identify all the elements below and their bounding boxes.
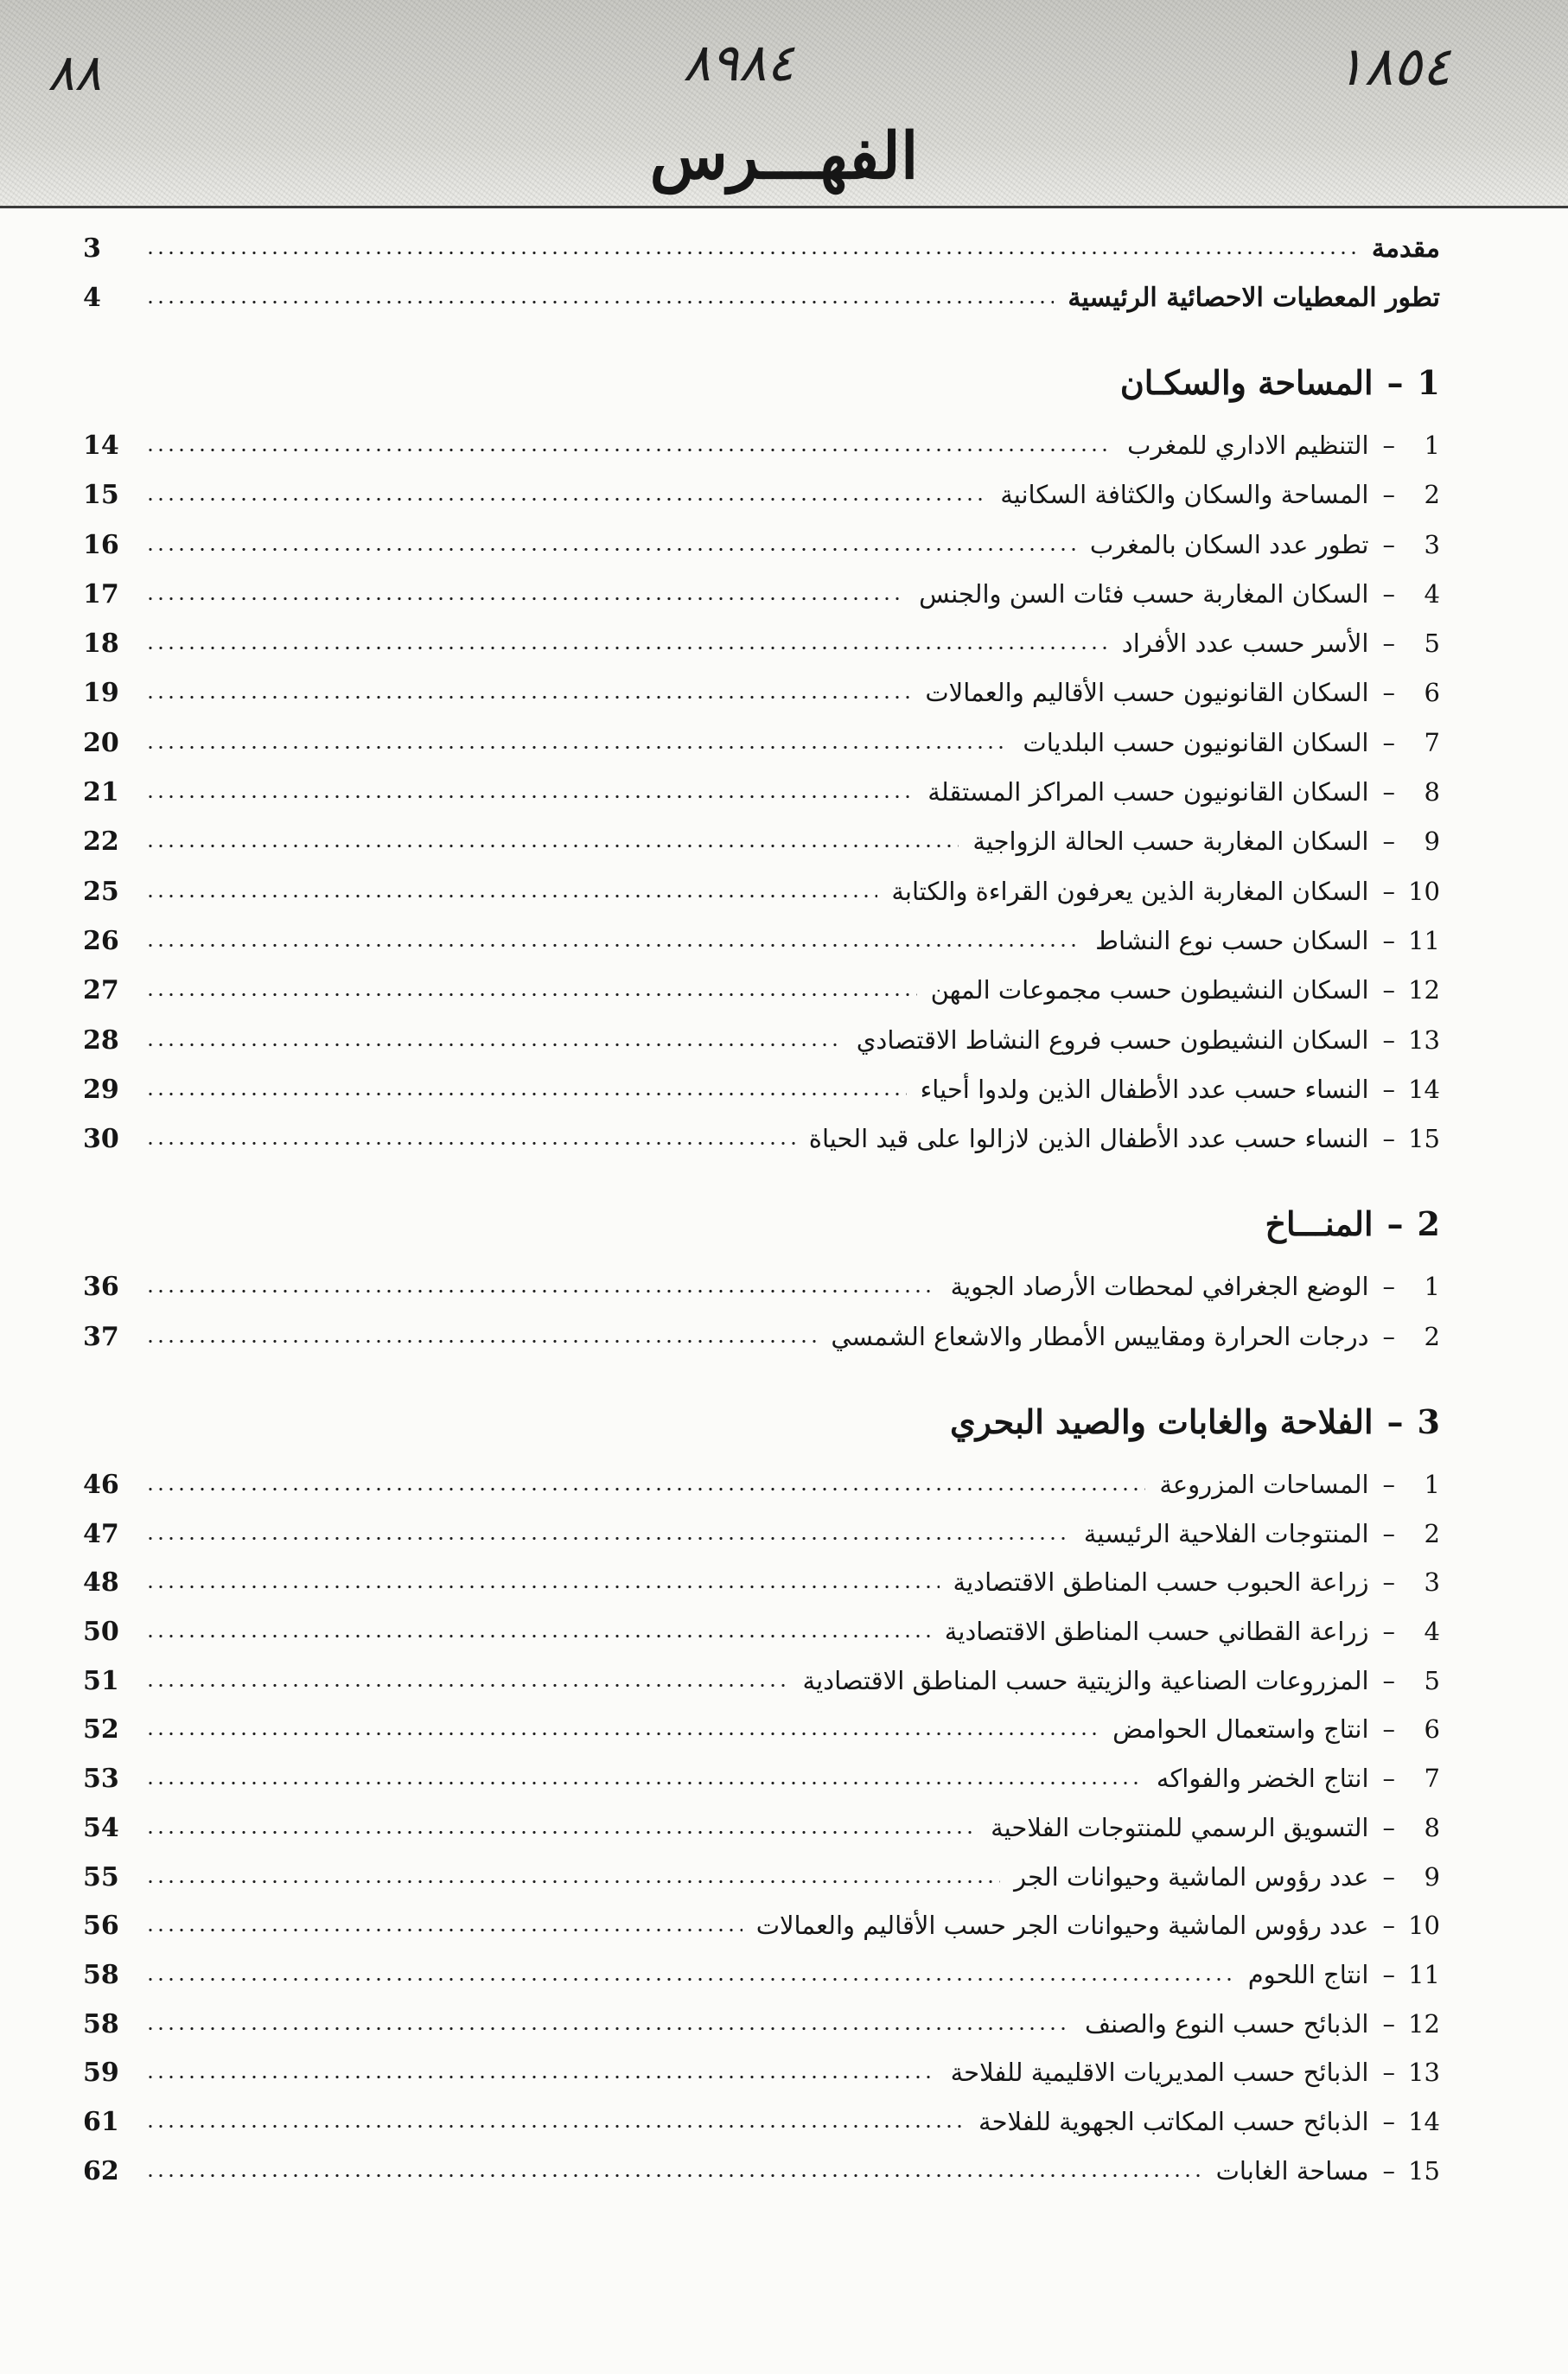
dot-leader	[145, 693, 911, 701]
item-number: 15	[1408, 2155, 1440, 2186]
page-number: 28	[83, 1024, 119, 1056]
dot-leader	[145, 991, 917, 999]
item-number: 12	[1408, 2008, 1440, 2039]
dot-leader	[145, 941, 1081, 949]
dot-leader	[145, 1926, 743, 1934]
dash: –	[1382, 1617, 1395, 1647]
page-number: 25	[83, 876, 119, 907]
section-title: المساحة والسكـان	[1119, 363, 1374, 402]
item-title: السكان المغاربة حسب فئات السن والجنس	[919, 578, 1369, 609]
dash: –	[1382, 629, 1395, 659]
dash: –	[1382, 1321, 1395, 1351]
list-item[interactable]	[83, 431, 1440, 480]
item-title: السكان النشيطون حسب فروع النشاط الاقتصادي	[856, 1024, 1369, 1055]
dot-leader	[145, 2172, 1202, 2179]
page-number: 3	[83, 233, 101, 264]
page-number: 37	[83, 1321, 119, 1352]
dot-leader	[145, 2025, 1071, 2033]
dash: –	[1382, 777, 1395, 807]
item-number: 7	[1424, 1764, 1440, 1794]
item-title: النساء حسب عدد الأطفال الذين ولدوا أحياء	[920, 1074, 1369, 1104]
page-number: 47	[83, 1518, 119, 1549]
page-number: 15	[83, 480, 119, 511]
dot-leader	[145, 298, 1054, 306]
item-number: 9	[1424, 1861, 1440, 1892]
dash: –	[1382, 578, 1395, 609]
item-title: زراعة الحبوب حسب المناطق الاقتصادية	[953, 1567, 1369, 1598]
list-item[interactable]	[83, 2107, 1440, 2156]
dot-leader	[145, 1682, 789, 1689]
dot-leader	[145, 1975, 1234, 1983]
dash: –	[1382, 1518, 1395, 1548]
dot-leader	[145, 2122, 965, 2130]
item-number: 6	[1424, 678, 1440, 708]
dot-leader	[145, 1287, 937, 1295]
dash: –	[1382, 2106, 1395, 2136]
handwritten-annotation-right: ١٨٥٤	[1335, 35, 1451, 98]
item-title: تطور عدد السكان بالمغرب	[1089, 529, 1369, 559]
item-title: الذبائح حسب النوع والصنف	[1085, 2008, 1369, 2039]
page-number: 4	[83, 283, 101, 313]
item-title: المساحة والسكان والكثافة السكانية	[1000, 480, 1369, 510]
item-title: السكان حسب نوع النشاط	[1095, 925, 1369, 955]
section-title: الفلاحة والغابات والصيد البحري	[949, 1402, 1374, 1442]
dot-leader	[145, 1041, 843, 1049]
toc-entry-title: تطور المعطيات الاحصائية الرئيسية	[1068, 283, 1440, 313]
dot-leader	[145, 249, 1358, 257]
list-item[interactable]	[83, 1519, 1440, 1568]
dash: –	[1382, 1074, 1395, 1104]
list-item[interactable]	[83, 1960, 1440, 2009]
dot-leader	[145, 842, 959, 850]
page-number: 14	[83, 431, 119, 461]
list-item[interactable]	[83, 877, 1440, 926]
dash: –	[1382, 480, 1395, 510]
dot-leader	[145, 1583, 940, 1591]
dash: –	[1382, 431, 1395, 460]
page-number: 51	[83, 1665, 119, 1696]
item-title: زراعة القطاني حسب المناطق الاقتصادية	[944, 1617, 1369, 1647]
dash: –	[1382, 1665, 1395, 1695]
dot-leader	[145, 1485, 1145, 1493]
toc-entry-statistics-evolution[interactable]	[83, 283, 1440, 332]
item-number: 10	[1408, 1911, 1440, 1941]
item-title: النساء حسب عدد الأطفال الذين لازالوا على قيد الحياة	[808, 1124, 1369, 1154]
list-item[interactable]	[83, 1862, 1440, 1911]
item-number: 9	[1424, 826, 1440, 857]
list-item[interactable]	[83, 1470, 1440, 1519]
dot-leader	[145, 595, 905, 603]
page-number: 36	[83, 1272, 119, 1303]
dash: –	[1382, 1272, 1395, 1302]
dot-leader	[145, 2073, 937, 2081]
dash: –	[1382, 529, 1395, 559]
list-item[interactable]	[83, 1322, 1440, 1371]
item-title: السكان القانونيون حسب المراكز المستقلة	[927, 777, 1369, 807]
dash: –	[1382, 1714, 1395, 1745]
table-of-contents	[83, 233, 1440, 2205]
page-number: 26	[83, 925, 119, 956]
item-title: عدد رؤوس الماشية وحيوانات الجر حسب الأقاليم والعمالات	[755, 1911, 1369, 1941]
dash: –	[1382, 2008, 1395, 2039]
item-title: انتاج الخضر والفواكه	[1156, 1764, 1369, 1794]
item-number: 12	[1408, 975, 1440, 1005]
item-number: 14	[1408, 2106, 1440, 2136]
page-title: الفهـــرس	[649, 119, 919, 194]
item-title: المساحات المزروعة	[1159, 1470, 1369, 1500]
dot-leader	[145, 1878, 1000, 1886]
dot-leader	[145, 793, 914, 801]
dash: –	[1382, 727, 1395, 757]
list-item[interactable]	[83, 480, 1440, 529]
dot-leader	[145, 1535, 1070, 1542]
dash: –	[1382, 1470, 1395, 1500]
item-title: السكان القانونيون حسب البلديات	[1023, 727, 1369, 757]
dot-leader	[145, 1730, 1099, 1738]
dot-leader	[145, 1779, 1143, 1787]
dash: –	[1382, 1812, 1395, 1842]
item-title: الذبائح حسب المكاتب الجهوية للفلاحة	[978, 2106, 1369, 2136]
section-title: المنـــاخ	[1265, 1204, 1374, 1244]
page-number: 18	[83, 629, 119, 660]
section-number: 1	[1417, 363, 1440, 402]
item-number: 15	[1408, 1124, 1440, 1154]
list-item[interactable]	[83, 579, 1440, 629]
section-heading[interactable]	[83, 358, 1440, 408]
page-number: 46	[83, 1470, 119, 1501]
item-number: 4	[1424, 1617, 1440, 1647]
item-number: 8	[1424, 1812, 1440, 1842]
list-item[interactable]	[83, 975, 1440, 1024]
item-number: 14	[1408, 1074, 1440, 1104]
item-title: انتاج اللحوم	[1247, 1959, 1369, 1989]
list-item[interactable]	[83, 728, 1440, 777]
dash: –	[1382, 2058, 1395, 2088]
item-number: 2	[1424, 480, 1440, 510]
item-title: المنتوجات الفلاحية الرئيسية	[1083, 1518, 1369, 1548]
dash: –	[1382, 1567, 1395, 1598]
item-title: عدد رؤوس الماشية وحيوانات الجر	[1014, 1861, 1369, 1892]
page-number: 56	[83, 1911, 119, 1942]
section-number: 3	[1417, 1402, 1440, 1442]
list-item[interactable]	[83, 2058, 1440, 2107]
item-title: السكان النشيطون حسب مجموعات المهن	[930, 975, 1369, 1005]
page-number: 59	[83, 2058, 119, 2089]
item-number: 2	[1424, 1518, 1440, 1548]
item-title: الذبائح حسب المديريات الاقليمية للفلاحة	[950, 2058, 1369, 2088]
dot-leader	[145, 892, 877, 900]
dash: –	[1382, 1959, 1395, 1989]
section-agriculture-forestry-fishing	[83, 1397, 1440, 2205]
item-title: التسويق الرسمي للمنتوجات الفلاحية	[991, 1812, 1369, 1842]
page-number: 52	[83, 1714, 119, 1745]
dot-leader	[145, 495, 986, 503]
item-title: مساحة الغابات	[1215, 2155, 1369, 2186]
item-number: 1	[1424, 1470, 1440, 1500]
section-area-population	[83, 358, 1440, 1173]
dash: –	[1382, 1861, 1395, 1892]
item-title: الأسر حسب عدد الأفراد	[1121, 629, 1369, 659]
page-number: 20	[83, 727, 119, 758]
scanned-header-band	[0, 0, 1568, 208]
page-number: 54	[83, 1812, 119, 1843]
list-item[interactable]	[83, 2009, 1440, 2058]
dash: –	[1386, 1402, 1404, 1442]
page-number: 27	[83, 975, 119, 1006]
item-number: 10	[1408, 876, 1440, 906]
item-title: السكان المغاربة حسب الحالة الزواجية	[972, 826, 1369, 857]
page-number: 55	[83, 1861, 119, 1892]
page-number: 29	[83, 1074, 119, 1105]
list-item[interactable]	[83, 678, 1440, 727]
dot-leader	[145, 1828, 977, 1836]
handwritten-annotation-left: ٨٨	[48, 43, 102, 102]
list-item[interactable]	[83, 1911, 1440, 1960]
section-heading[interactable]	[83, 1397, 1440, 1447]
list-item[interactable]	[83, 1666, 1440, 1715]
item-number: 3	[1424, 529, 1440, 559]
item-number: 8	[1424, 777, 1440, 807]
dash: –	[1386, 1204, 1404, 1244]
dot-leader	[145, 1337, 817, 1345]
page-number: 58	[83, 1959, 119, 1990]
page-number: 19	[83, 678, 119, 709]
page-number: 62	[83, 2155, 119, 2186]
item-title: انتاج واستعمال الحوامض	[1112, 1714, 1369, 1745]
dot-leader	[145, 1090, 907, 1098]
list-item[interactable]	[83, 1272, 1440, 1321]
dash: –	[1382, 876, 1395, 906]
page-number: 22	[83, 826, 119, 858]
page-number: 50	[83, 1617, 119, 1648]
item-number: 11	[1408, 925, 1440, 955]
item-title: التنظيم الاداري للمغرب	[1127, 431, 1369, 460]
page-number: 58	[83, 2008, 119, 2039]
list-item[interactable]	[83, 1075, 1440, 1124]
dot-leader	[145, 1139, 795, 1147]
dot-leader	[145, 446, 1113, 454]
list-item[interactable]	[83, 1617, 1440, 1666]
item-number: 6	[1424, 1714, 1440, 1745]
item-title: المزروعات الصناعية والزيتية حسب المناطق الاقتصادية	[802, 1665, 1369, 1695]
dot-leader	[145, 644, 1108, 652]
dash: –	[1382, 2155, 1395, 2186]
item-number: 11	[1408, 1959, 1440, 1989]
list-item[interactable]	[83, 2156, 1440, 2205]
dash: –	[1382, 678, 1395, 708]
list-item[interactable]	[83, 777, 1440, 826]
dot-leader	[145, 1632, 931, 1640]
item-number: 13	[1408, 1024, 1440, 1055]
page-number: 16	[83, 529, 119, 560]
item-number: 2	[1424, 1321, 1440, 1351]
list-item[interactable]	[83, 1813, 1440, 1862]
list-item[interactable]	[83, 826, 1440, 876]
dash: –	[1382, 826, 1395, 857]
dot-leader	[145, 743, 1009, 751]
item-number: 3	[1424, 1567, 1440, 1598]
item-number: 1	[1424, 1272, 1440, 1302]
item-number: 1	[1424, 431, 1440, 460]
item-title: السكان المغاربة الذين يعرفون القراءة والكتابة	[891, 876, 1369, 906]
section-climate	[83, 1199, 1440, 1371]
item-title: الوضع الجغرافي لمحطات الأرصاد الجوية	[950, 1272, 1369, 1302]
dash: –	[1382, 975, 1395, 1005]
list-item[interactable]	[83, 926, 1440, 975]
item-number: 4	[1424, 578, 1440, 609]
section-number: 2	[1417, 1204, 1440, 1244]
item-number: 7	[1424, 727, 1440, 757]
dash: –	[1382, 1024, 1395, 1055]
list-item[interactable]	[83, 1124, 1440, 1173]
page-number: 30	[83, 1124, 119, 1155]
section-heading[interactable]	[83, 1199, 1440, 1249]
list-item[interactable]	[83, 1764, 1440, 1813]
list-item[interactable]	[83, 530, 1440, 579]
dot-leader	[145, 546, 1076, 553]
page-number: 61	[83, 2106, 119, 2137]
item-number: 13	[1408, 2058, 1440, 2088]
dash: –	[1386, 363, 1404, 402]
dash: –	[1382, 1911, 1395, 1941]
page-number: 48	[83, 1567, 119, 1599]
handwritten-annotation-middle: ٨٩٨٤	[683, 33, 794, 93]
toc-entry-intro[interactable]	[83, 233, 1440, 283]
list-item[interactable]	[83, 1025, 1440, 1075]
list-item[interactable]	[83, 1714, 1440, 1764]
item-title: درجات الحرارة ومقاييس الأمطار والاشعاع الشمسي	[831, 1321, 1369, 1351]
item-number: 5	[1424, 1665, 1440, 1695]
list-item[interactable]	[83, 629, 1440, 678]
dash: –	[1382, 1764, 1395, 1794]
page-number: 21	[83, 777, 119, 808]
list-item[interactable]	[83, 1567, 1440, 1617]
dash: –	[1382, 1124, 1395, 1154]
page-number: 17	[83, 578, 119, 609]
item-title: السكان القانونيون حسب الأقاليم والعمالات	[925, 678, 1369, 708]
item-number: 5	[1424, 629, 1440, 659]
page-number: 53	[83, 1764, 119, 1795]
toc-entry-title: مقدمة	[1371, 233, 1440, 264]
dash: –	[1382, 925, 1395, 955]
